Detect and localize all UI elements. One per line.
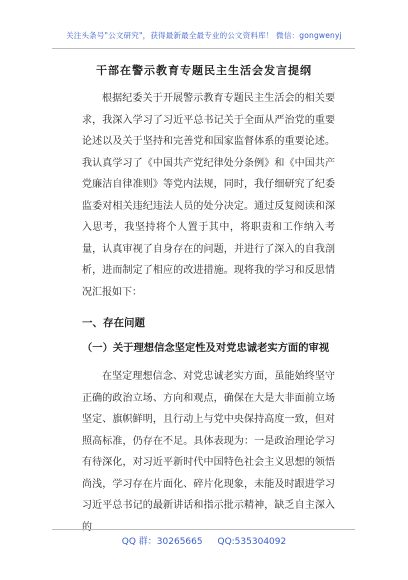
footer-contact [0, 534, 408, 547]
section-heading: 一、存在问题 [82, 317, 145, 329]
header-promo-note: 关注头条号"公文研究"，获得最新最全最专业的公文资料库！ 微信：gongwenyj [66, 31, 342, 40]
body-paragraph: 在坚定理想信念、对党忠诚老实方面，虽能始终坚守正确的政治立场、方向和观点，确保在大是大非面前立场坚定、旗帜鲜明，且行动上与党中央保持高度一致，但对照高标准，仍存在不足。具体表现为：一是政治理论学习有待深化，对习近平新时代中国特色社会主义思想的领悟尚浅，学习存在片面化、碎片化现象，未能及时跟进学习习近平总书记的最新讲话和指示批示精神，缺乏自主深入的 [82, 371, 335, 533]
document-title: 干部在警示教育专题民主生活会发言提纲 [96, 64, 312, 77]
footer-divider [52, 529, 355, 530]
footer-qq-number: QQ:535304092 [217, 537, 287, 547]
footer-qq-group: QQ 群：30265665 [121, 537, 203, 547]
intro-paragraph: 根据纪委关于开展警示教育专题民主生活会的相关要求，我深入学习了习近平总书记关于全面从严治党的重要论述以及关于坚持和完善党和国家监督体系的重要论述。我认真学习了《中国共产党纪律处分条例》和《中国共产党廉洁自律准则》等党内法规，同时，我仔细研究了纪委监委对相关违纪违法人员的处分决定。通过反复阅读和深入思考，我坚持将个人置于其中，将职责和工作纳入考量，认真审视了自身存在的问题，并进行了深入的自我剖析，进而制定了相应的改进措施。现将我的学习和反思情况汇报如下： [82, 93, 335, 298]
header-divider [52, 48, 355, 49]
sub-heading: （一）关于理想信念坚定性及对党忠诚老实方面的审视 [82, 342, 330, 354]
